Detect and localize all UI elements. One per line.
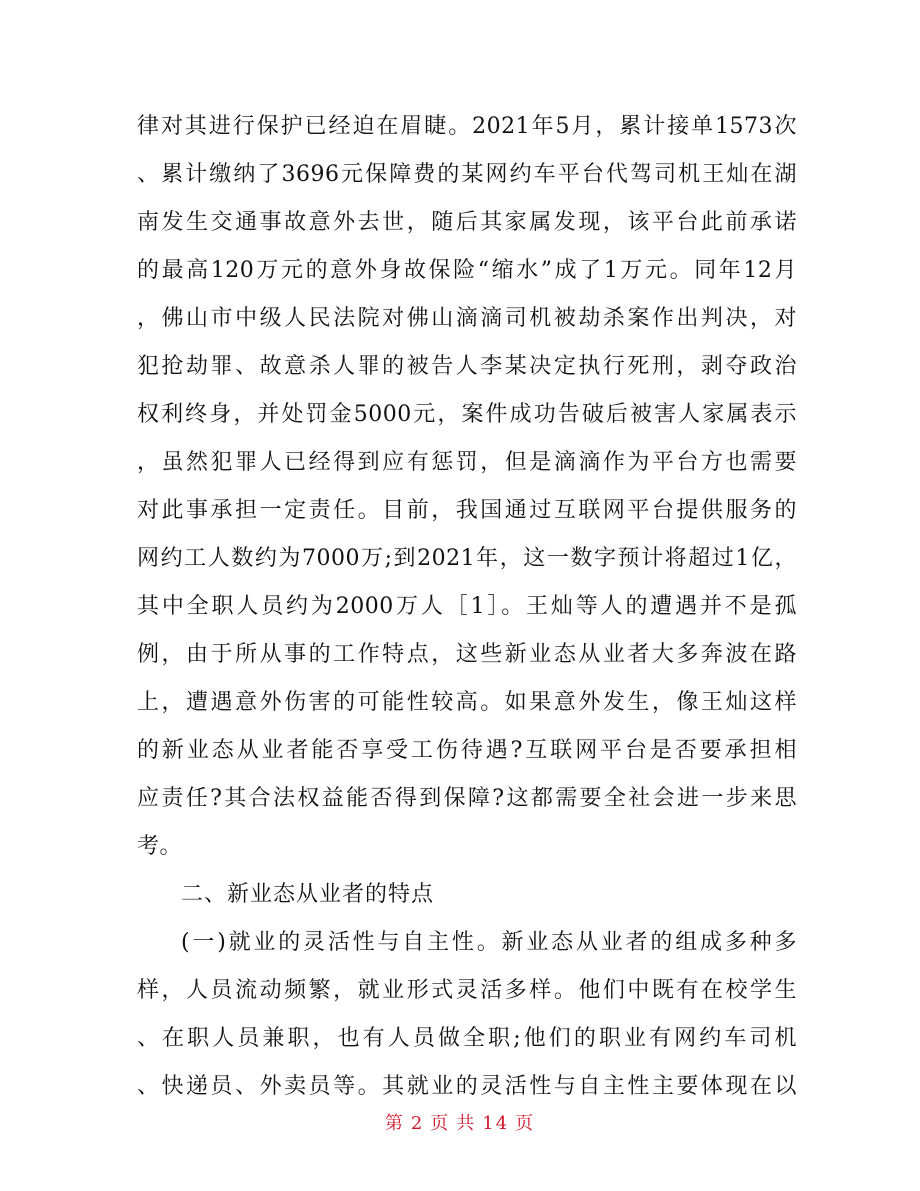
body-line: 样，人员流动频繁，就业形式灵活多样。他们中既有在校学生: [137, 978, 797, 1003]
body-line: 对此事承担一定责任。目前，我国通过互联网平台提供服务的: [137, 498, 797, 523]
body-line: 考。: [137, 834, 183, 859]
body-line: 应责任?其合法权益能否得到保障?这都需要全社会进一步来思: [137, 786, 797, 811]
body-line: 的最高120万元的意外身故保险“缩水”成了1万元。同年12月: [137, 258, 797, 283]
body-line: 、在职人员兼职，也有人员做全职;他们的职业有网约车司机: [137, 1026, 797, 1051]
footer-label-ye: 页: [430, 1113, 451, 1134]
body-line: 上，遭遇意外伤害的可能性较高。如果意外发生，像王灿这样: [137, 690, 797, 715]
page-footer: [0, 1108, 920, 1140]
body-line: 南发生交通事故意外去世，随后其家属发现，该平台此前承诺: [137, 210, 797, 235]
body-line: 例，由于所从事的工作特点，这些新业态从业者大多奔波在路: [137, 642, 797, 667]
body-line: ，虽然犯罪人已经得到应有惩罚，但是滴滴作为平台方也需要: [137, 450, 797, 475]
body-line: ，佛山市中级人民法院对佛山滴滴司机被劫杀案作出判决，对: [137, 306, 797, 331]
body-line: 、快递员、外卖员等。其就业的灵活性与自主性主要体现在以: [137, 1074, 797, 1099]
footer-current-page: 2: [410, 1113, 425, 1134]
footer-label-total: 共: [456, 1113, 477, 1134]
footer-label-ye2: 页: [515, 1113, 536, 1134]
body-line: 律对其进行保护已经迫在眉睫。2021年5月，累计接单1573次: [137, 114, 797, 139]
body-line: (一)就业的灵活性与自主性。新业态从业者的组成多种多: [181, 930, 797, 955]
footer-total-pages: 14: [482, 1113, 510, 1134]
section-heading: 二、新业态从业者的特点: [181, 882, 435, 907]
body-line: 网约工人数约为7000万;到2021年，这一数字预计将超过1亿，: [137, 546, 797, 571]
body-line: 权利终身，并处罚金5000元，案件成功告破后被害人家属表示: [137, 402, 797, 427]
body-line: 其中全职人员约为2000万人［1］。王灿等人的遭遇并不是孤: [137, 594, 797, 619]
body-line: 、累计缴纳了3696元保障费的某网约车平台代驾司机王灿在湖: [137, 162, 797, 187]
body-line: 犯抢劫罪、故意杀人罪的被告人李某决定执行死刑，剥夺政治: [137, 354, 797, 379]
footer-label-page: 第: [384, 1113, 405, 1134]
body-line: 的新业态从业者能否享受工伤待遇?互联网平台是否要承担相: [137, 738, 797, 763]
